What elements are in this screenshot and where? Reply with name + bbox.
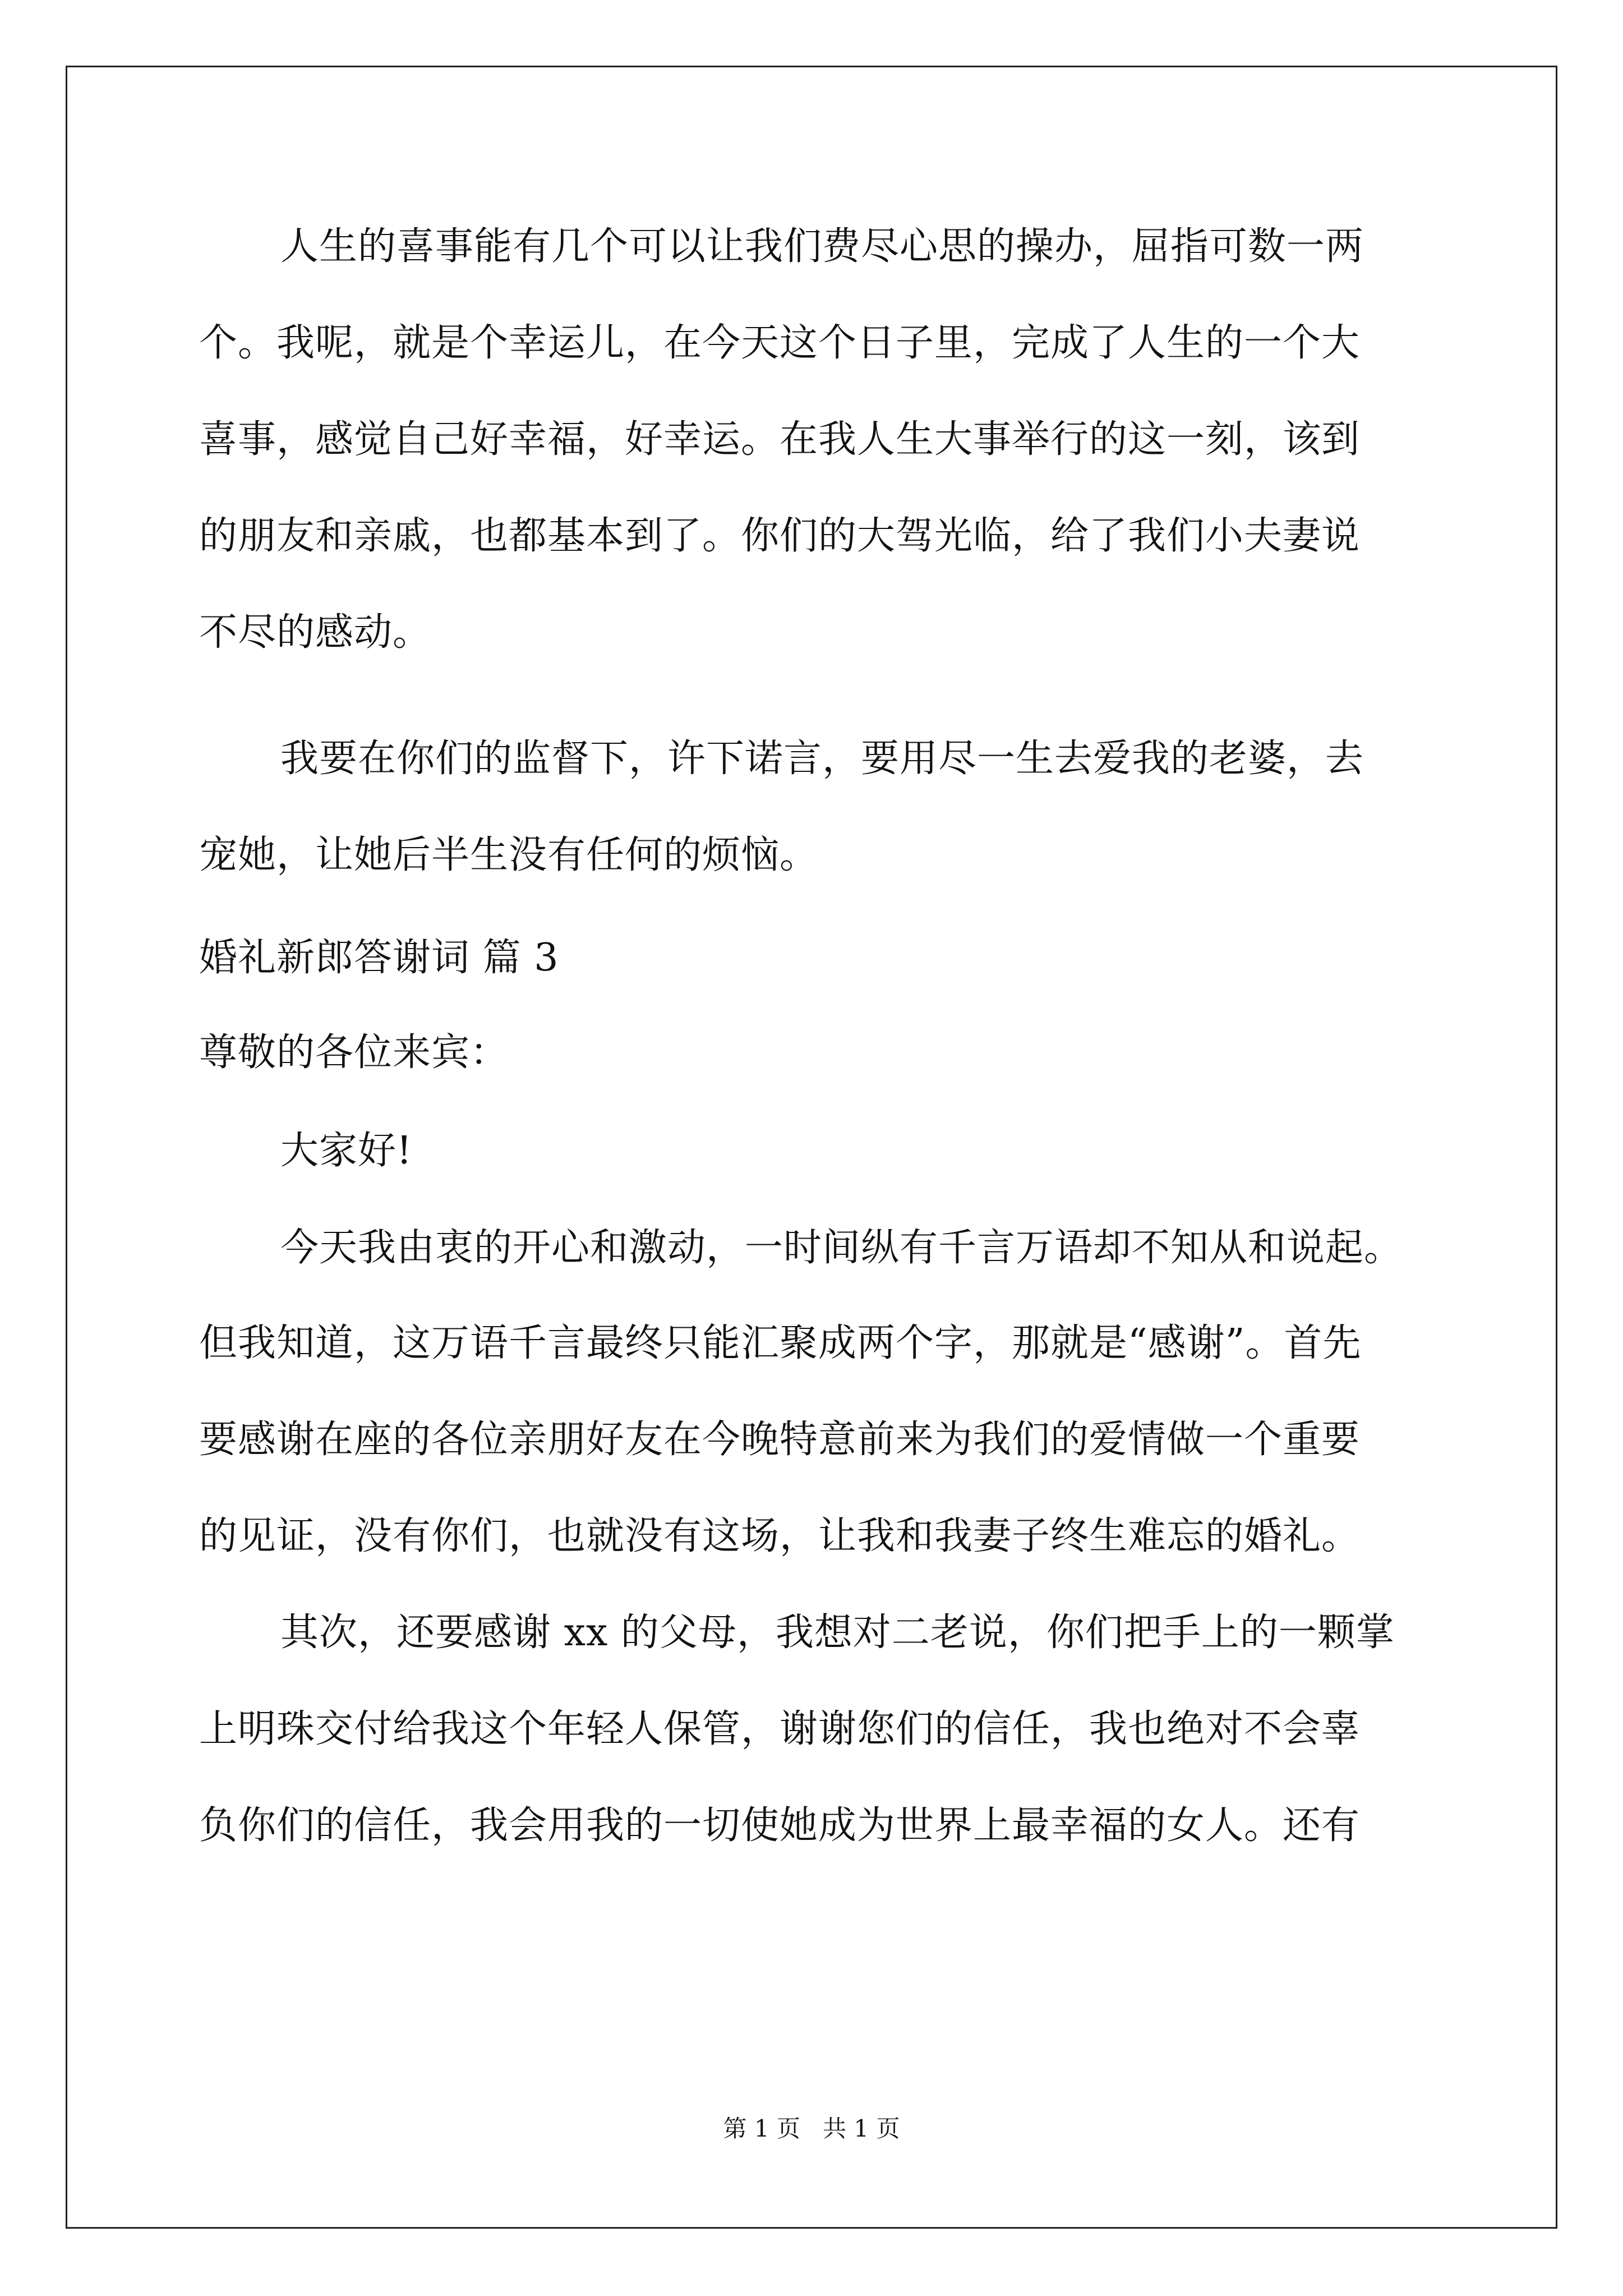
paragraph-4-line-1: 其次，还要感谢 xx 的父母，我想对二老说，你们把手上的一颗掌 [280, 1611, 1395, 1655]
paragraph-2-line-1: 我要在你们的监督下，许下诺言，要用尽一生去爱我的老婆，去 [280, 737, 1364, 781]
section-heading: 婚礼新郎答谢词 篇 3 [199, 936, 559, 980]
paragraph-3-line-4: 的见证，没有你们，也就没有这场，让我和我妻子终生难忘的婚礼。 [199, 1514, 1361, 1558]
paragraph-2-line-2: 宠她，让她后半生没有任何的烦恼。 [199, 833, 819, 877]
paragraph-1-line-5: 不尽的感动。 [199, 610, 432, 655]
paragraph-3-line-3: 要感谢在座的各位亲朋好友在今晚特意前来为我们的爱情做一个重要 [199, 1418, 1361, 1462]
paragraph-1-line-1: 人生的喜事能有几个可以让我们费尽心思的操办，屈指可数一两 [280, 224, 1364, 269]
paragraph-1-line-3: 喜事，感觉自己好幸福，好幸运。在我人生大事举行的这一刻，该到 [199, 417, 1361, 462]
paragraph-1-line-2: 个。我呢，就是个幸运儿，在今天这个日子里，完成了人生的一个大 [199, 321, 1361, 365]
paragraph-4-line-2: 上明珠交付给我这个年轻人保管，谢谢您们的信任，我也绝对不会辜 [199, 1707, 1361, 1751]
page-footer: 第 1 页 共 1 页 [723, 2115, 900, 2142]
paragraph-4-line-3: 负你们的信任，我会用我的一切使她成为世界上最幸福的女人。还有 [199, 1803, 1361, 1848]
paragraph-1-line-4: 的朋友和亲戚，也都基本到了。你们的大驾光临，给了我们小夫妻说 [199, 514, 1361, 558]
salutation: 尊敬的各位来宾： [199, 1030, 509, 1075]
paragraph-3-line-1: 今天我由衷的开心和激动，一时间纵有千言万语却不知从和说起。 [280, 1226, 1403, 1270]
greeting: 大家好! [280, 1129, 413, 1173]
paragraph-3-line-2: 但我知道，这万语千言最终只能汇聚成两个字，那就是“感谢”。首先 [199, 1321, 1362, 1365]
